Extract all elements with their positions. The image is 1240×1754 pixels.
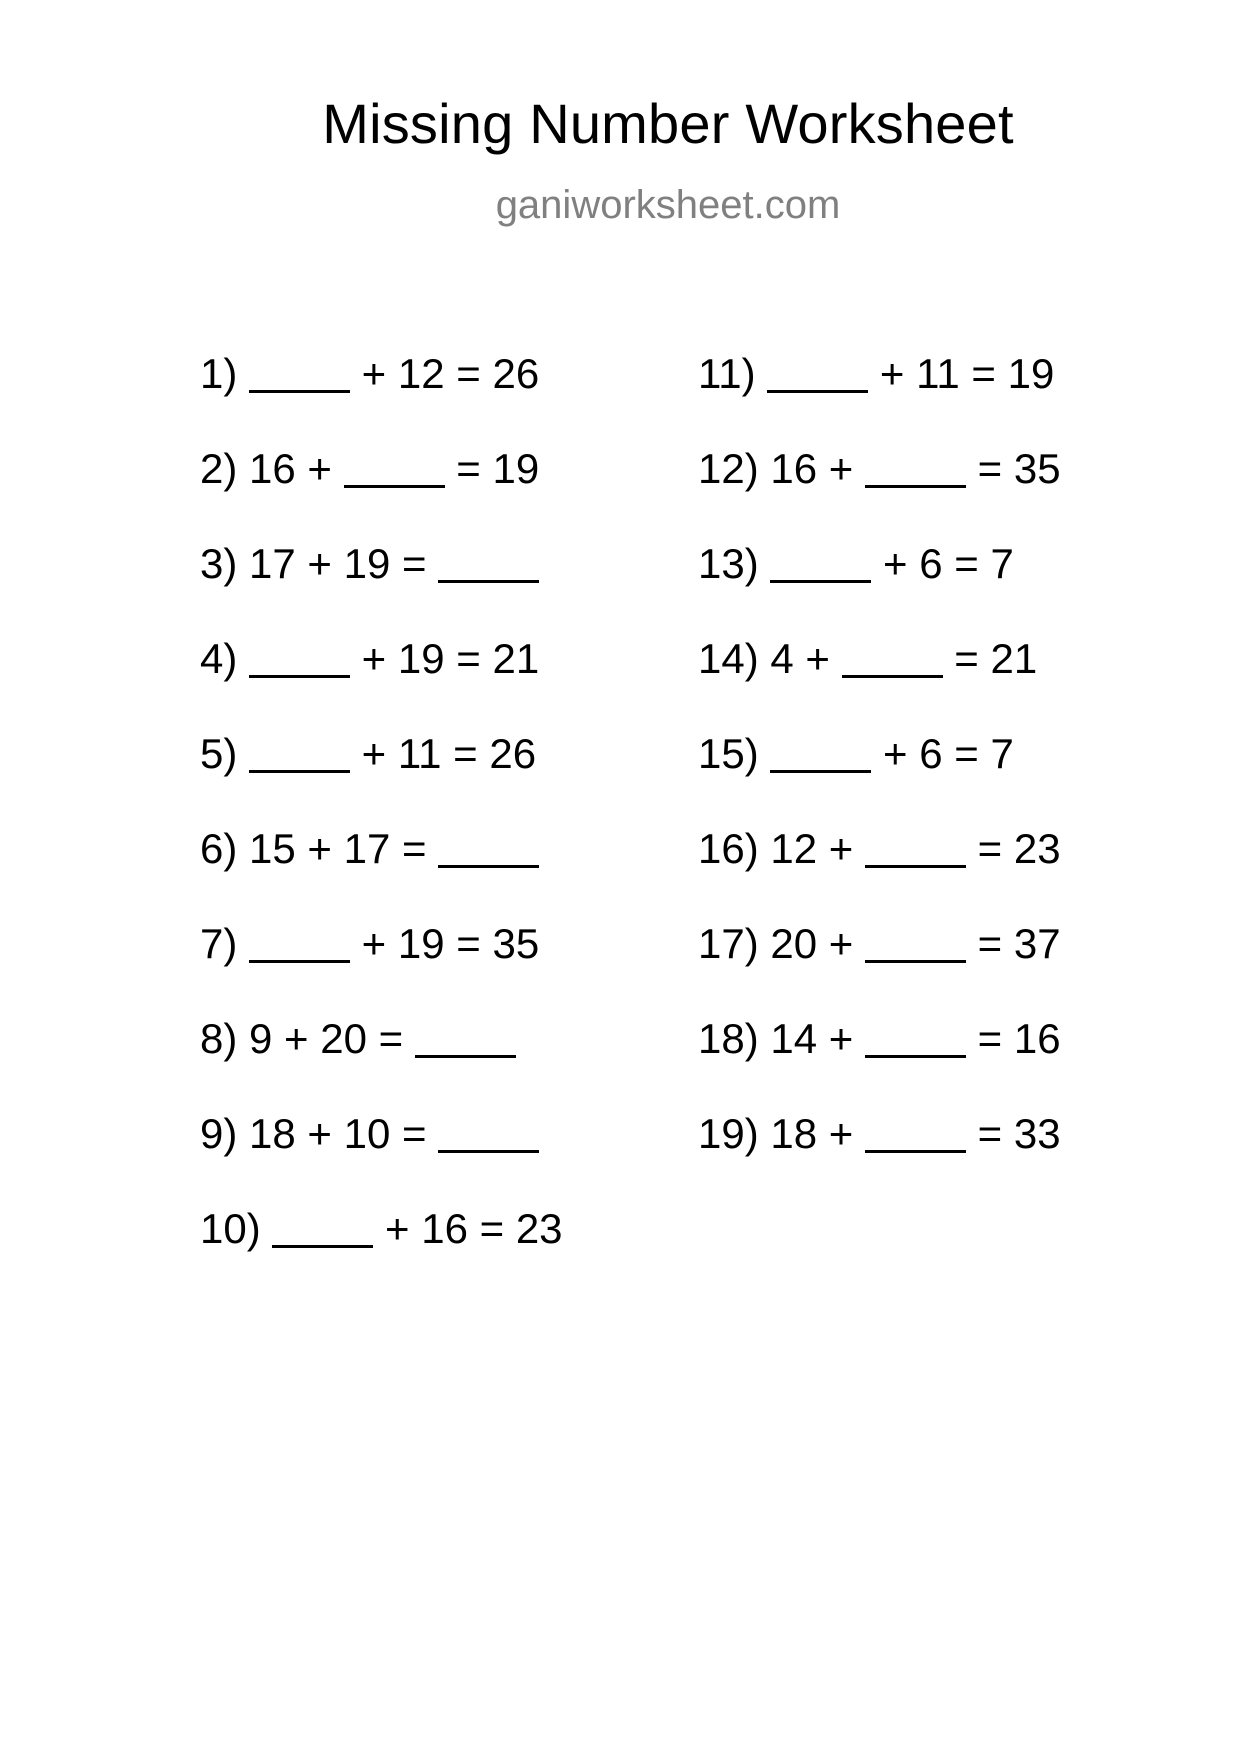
problem-prefix: 16) 12 + <box>698 825 865 872</box>
problem-prefix: 5) <box>200 730 250 777</box>
problem-prefix: 6) 15 + 17 = <box>200 825 439 872</box>
answer-blank[interactable] <box>415 1055 516 1058</box>
problem-prefix: 1) <box>200 350 250 397</box>
answer-blank[interactable] <box>272 1245 373 1248</box>
problem-2 <box>200 445 563 540</box>
worksheet-title: Missing Number Worksheet <box>322 92 1014 155</box>
problem-9 <box>200 1110 563 1205</box>
problems-right-column <box>698 350 1061 1205</box>
problem-suffix: = 35 <box>965 445 1061 492</box>
problem-15 <box>698 730 1061 825</box>
problem-prefix: 18) 14 + <box>698 1015 865 1062</box>
problem-suffix: = 16 <box>965 1015 1061 1062</box>
problem-suffix: = 19 <box>444 445 540 492</box>
problem-17 <box>698 920 1061 1015</box>
problem-prefix: 14) 4 + <box>698 635 842 682</box>
answer-blank[interactable] <box>249 390 350 393</box>
problem-suffix: + 6 = 7 <box>871 730 1014 777</box>
problem-19 <box>698 1110 1061 1205</box>
answer-blank[interactable] <box>249 960 350 963</box>
problem-suffix: + 12 = 26 <box>350 350 540 397</box>
answer-blank[interactable] <box>865 1055 966 1058</box>
problem-12 <box>698 445 1061 540</box>
problem-16 <box>698 825 1061 920</box>
worksheet-subtitle: ganiworksheet.com <box>495 183 841 227</box>
problem-prefix: 19) 18 + <box>698 1110 865 1157</box>
answer-blank[interactable] <box>438 580 539 583</box>
problem-suffix: + 11 = 19 <box>868 350 1055 397</box>
problem-prefix: 4) <box>200 635 250 682</box>
problem-suffix: + 19 = 21 <box>350 635 540 682</box>
problem-4 <box>200 635 563 730</box>
problem-prefix: 13) <box>698 540 771 587</box>
problem-14 <box>698 635 1061 730</box>
answer-blank[interactable] <box>249 770 350 773</box>
problem-suffix: + 11 = 26 <box>350 730 537 777</box>
problem-1 <box>200 350 563 445</box>
answer-blank[interactable] <box>438 865 539 868</box>
problems-left-column <box>200 350 563 1300</box>
problem-prefix: 12) 16 + <box>698 445 865 492</box>
problem-11 <box>698 350 1061 445</box>
problem-13 <box>698 540 1061 635</box>
problem-10 <box>200 1205 563 1300</box>
problem-suffix: + 16 = 23 <box>373 1205 563 1252</box>
answer-blank[interactable] <box>842 675 943 678</box>
problem-prefix: 8) 9 + 20 = <box>200 1015 415 1062</box>
problem-prefix: 2) 16 + <box>200 445 344 492</box>
problem-6 <box>200 825 563 920</box>
problem-prefix: 7) <box>200 920 250 967</box>
answer-blank[interactable] <box>767 390 868 393</box>
problem-suffix: + 19 = 35 <box>350 920 540 967</box>
answer-blank[interactable] <box>438 1150 539 1153</box>
problem-prefix: 10) <box>200 1205 273 1252</box>
answer-blank[interactable] <box>344 485 445 488</box>
problem-suffix: = 33 <box>965 1110 1061 1157</box>
problem-prefix: 11) <box>698 350 768 397</box>
answer-blank[interactable] <box>770 580 871 583</box>
problem-prefix: 3) 17 + 19 = <box>200 540 439 587</box>
problem-7 <box>200 920 563 1015</box>
problem-suffix: + 6 = 7 <box>871 540 1014 587</box>
problem-5 <box>200 730 563 825</box>
problem-suffix: = 21 <box>942 635 1038 682</box>
problem-prefix: 15) <box>698 730 771 777</box>
answer-blank[interactable] <box>865 960 966 963</box>
problem-3 <box>200 540 563 635</box>
answer-blank[interactable] <box>770 770 871 773</box>
problem-18 <box>698 1015 1061 1110</box>
answer-blank[interactable] <box>865 1150 966 1153</box>
problem-8 <box>200 1015 563 1110</box>
problem-suffix: = 23 <box>965 825 1061 872</box>
answer-blank[interactable] <box>249 675 350 678</box>
problem-suffix: = 37 <box>965 920 1061 967</box>
problem-prefix: 9) 18 + 10 = <box>200 1110 439 1157</box>
problem-prefix: 17) 20 + <box>698 920 865 967</box>
answer-blank[interactable] <box>865 865 966 868</box>
answer-blank[interactable] <box>865 485 966 488</box>
